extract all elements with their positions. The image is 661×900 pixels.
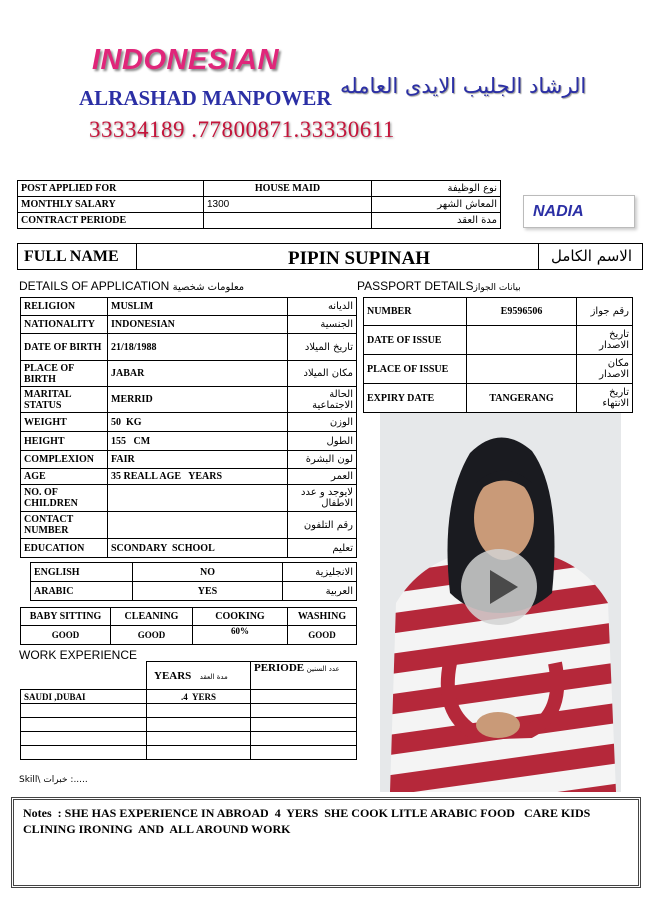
languages-table [30,562,357,601]
details-label-ar: الحالة الاجتماعية [288,387,357,413]
work-years [147,704,251,718]
details-label-ar: مكان الميلاد [288,361,357,387]
details-row [21,334,357,361]
passport-label-ar: رقم جواز [577,298,633,326]
passport-label-ar: مكان الاصدار [577,355,633,384]
details-row [21,413,357,432]
details-row [21,361,357,387]
work-country [21,746,147,760]
job-row [18,213,501,229]
details-label-ar: لون البشرة [288,451,357,469]
details-value [108,512,288,539]
passport-value: TANGERANG [467,384,577,413]
language-label-ar: الانجليزية [283,563,357,582]
details-row [21,451,357,469]
details-label-ar: الجنسية [288,316,357,334]
details-value: 50 KG [108,413,288,432]
passport-label-ar: تاريخ الاصدار [577,326,633,355]
passport-title [357,279,521,293]
language-value: YES [133,582,283,601]
details-label: WEIGHT [21,413,108,432]
years-label: YEARS [154,669,192,682]
passport-table [363,297,633,413]
skill-header: WASHING [288,608,357,626]
job-label: CONTRACT PERIODE [18,213,204,229]
details-label-ar: العمر [288,469,357,485]
language-value: NO [133,563,283,582]
candidate-video[interactable] [380,413,621,792]
work-experience-table [20,661,357,760]
job-value [204,213,372,229]
details-value: 35 REALL AGE YEARS [108,469,288,485]
details-value: 155 CM [108,432,288,451]
details-label: DATE OF BIRTH [21,334,108,361]
agent-name-badge: NADIA [523,195,635,228]
work-years [147,732,251,746]
work-country [21,718,147,732]
details-label: HEIGHT [21,432,108,451]
details-value: FAIR [108,451,288,469]
passport-label: NUMBER [364,298,467,326]
passport-value: E9596506 [467,298,577,326]
full-name-label-ar: الاسم الكامل [550,247,632,265]
details-value [108,485,288,512]
job-label: MONTHLY SALARY [18,197,204,213]
details-title [19,279,244,293]
skills-table [20,607,357,645]
work-years: .4 YERS [147,690,251,704]
details-label: NATIONALITY [21,316,108,334]
job-table [17,180,501,229]
details-title-en: DETAILS OF APPLICATION [19,279,170,293]
language-label: ENGLISH [31,563,133,582]
details-label: COMPLEXION [21,451,108,469]
details-row [21,512,357,539]
skill-line: Skill\ خبرات :..... [19,775,88,785]
details-label: PLACE OF BIRTH [21,361,108,387]
details-label: EDUCATION [21,539,108,558]
passport-title-ar: بيانات الجواز [473,283,521,293]
periode-label-ar: عدد السنين [306,665,340,673]
skills-header-row [21,608,357,626]
work-row [21,746,357,760]
job-label-ar: نوع الوظيفة [372,181,501,197]
details-label: RELIGION [21,298,108,316]
skill-value: GOOD [111,626,193,645]
years-label-ar: مدة العقد [199,672,228,681]
passport-row [364,298,633,326]
details-label: AGE [21,469,108,485]
details-value: JABAR [108,361,288,387]
full-name-value: PIPIN SUPINAH [288,248,430,269]
details-value: 21/18/1988 [108,334,288,361]
job-row [18,181,501,197]
details-label: NO. OF CHILDREN [21,485,108,512]
brand-arabic: الرشاد الجليب الايدى العامله [340,74,587,98]
job-label-ar: المعاش الشهر [372,197,501,213]
language-row [31,563,357,582]
work-periode [251,690,357,704]
periode-label: PERIODE [254,662,305,674]
details-label: CONTACT NUMBER [21,512,108,539]
work-experience-title: WORK EXPERIENCE [19,648,138,662]
details-table [20,297,357,558]
notes-label: Notes : [23,806,62,820]
full-name-bar [17,243,643,270]
passport-label-ar: تاريخ الانتهاء [577,384,633,413]
work-years [147,718,251,732]
brand-subtitle: ALRASHAD MANPOWER [79,86,332,110]
details-label-ar: الديانه [288,298,357,316]
details-row [21,298,357,316]
work-row [21,732,357,746]
work-row [21,690,357,704]
skill-header: BABY SITTING [21,608,111,626]
passport-value [467,355,577,384]
skills-value-row [21,626,357,645]
skill-header: COOKING [193,608,288,626]
passport-title-en: PASSPORT DETAILS [357,279,474,293]
details-title-ar: معلومات شخصية [172,282,245,293]
work-years-header [147,662,251,690]
details-row [21,485,357,512]
details-label-ar: الوزن [288,413,357,432]
passport-value [467,326,577,355]
passport-label: PLACE OF ISSUE [364,355,467,384]
passport-label: DATE OF ISSUE [364,326,467,355]
skill-value: GOOD [288,626,357,645]
details-value: MERRID [108,387,288,413]
skill-header: CLEANING [111,608,193,626]
work-row [21,704,357,718]
details-label-ar: تاريخ الميلاد [288,334,357,361]
details-value: INDONESIAN [108,316,288,334]
details-label-ar: تعليم [288,539,357,558]
notes-box [11,797,641,888]
job-value: HOUSE MAID [204,181,372,197]
work-periode-header [251,662,357,690]
passport-row [364,326,633,355]
work-periode [251,718,357,732]
passport-row [364,355,633,384]
phone-numbers: 33334189 .77800871.33330611 [89,117,395,142]
work-country [21,732,147,746]
details-label-ar: لايوجد و عدد الاطفال [288,485,357,512]
details-value: SCONDARY SCHOOL [108,539,288,558]
work-periode [251,746,357,760]
work-header-row [21,662,357,690]
passport-row [364,384,633,413]
details-label: MARITAL STATUS [21,387,108,413]
job-label: POST APPLIED FOR [18,181,204,197]
details-row [21,539,357,558]
notes-text: SHE HAS EXPERIENCE IN ABROAD 4 YERS SHE COOK LITLE ARABIC FOOD CARE KIDS CLINING IRONING AND ALL AROUND WORK [23,806,594,836]
skill-value: 60% [193,626,288,645]
work-country: SAUDI ,DUBAI [21,690,147,704]
details-label-ar: رقم التلفون [288,512,357,539]
language-label: ARABIC [31,582,133,601]
details-row [21,387,357,413]
details-row [21,469,357,485]
work-periode [251,704,357,718]
job-value: 1300 [204,197,372,213]
job-label-ar: مدة العقد [372,213,501,229]
details-label-ar: الطول [288,432,357,451]
skill-value: GOOD [21,626,111,645]
details-row [21,316,357,334]
passport-label: EXPIRY DATE [364,384,467,413]
job-row [18,197,501,213]
work-country [21,704,147,718]
language-row [31,582,357,601]
work-years [147,746,251,760]
play-icon[interactable] [461,549,537,625]
brand-title: INDONESIAN [92,44,280,76]
details-value: MUSLIM [108,298,288,316]
language-label-ar: العربية [283,582,357,601]
details-row [21,432,357,451]
work-periode [251,732,357,746]
work-row [21,718,357,732]
full-name-label: FULL NAME [24,248,119,265]
